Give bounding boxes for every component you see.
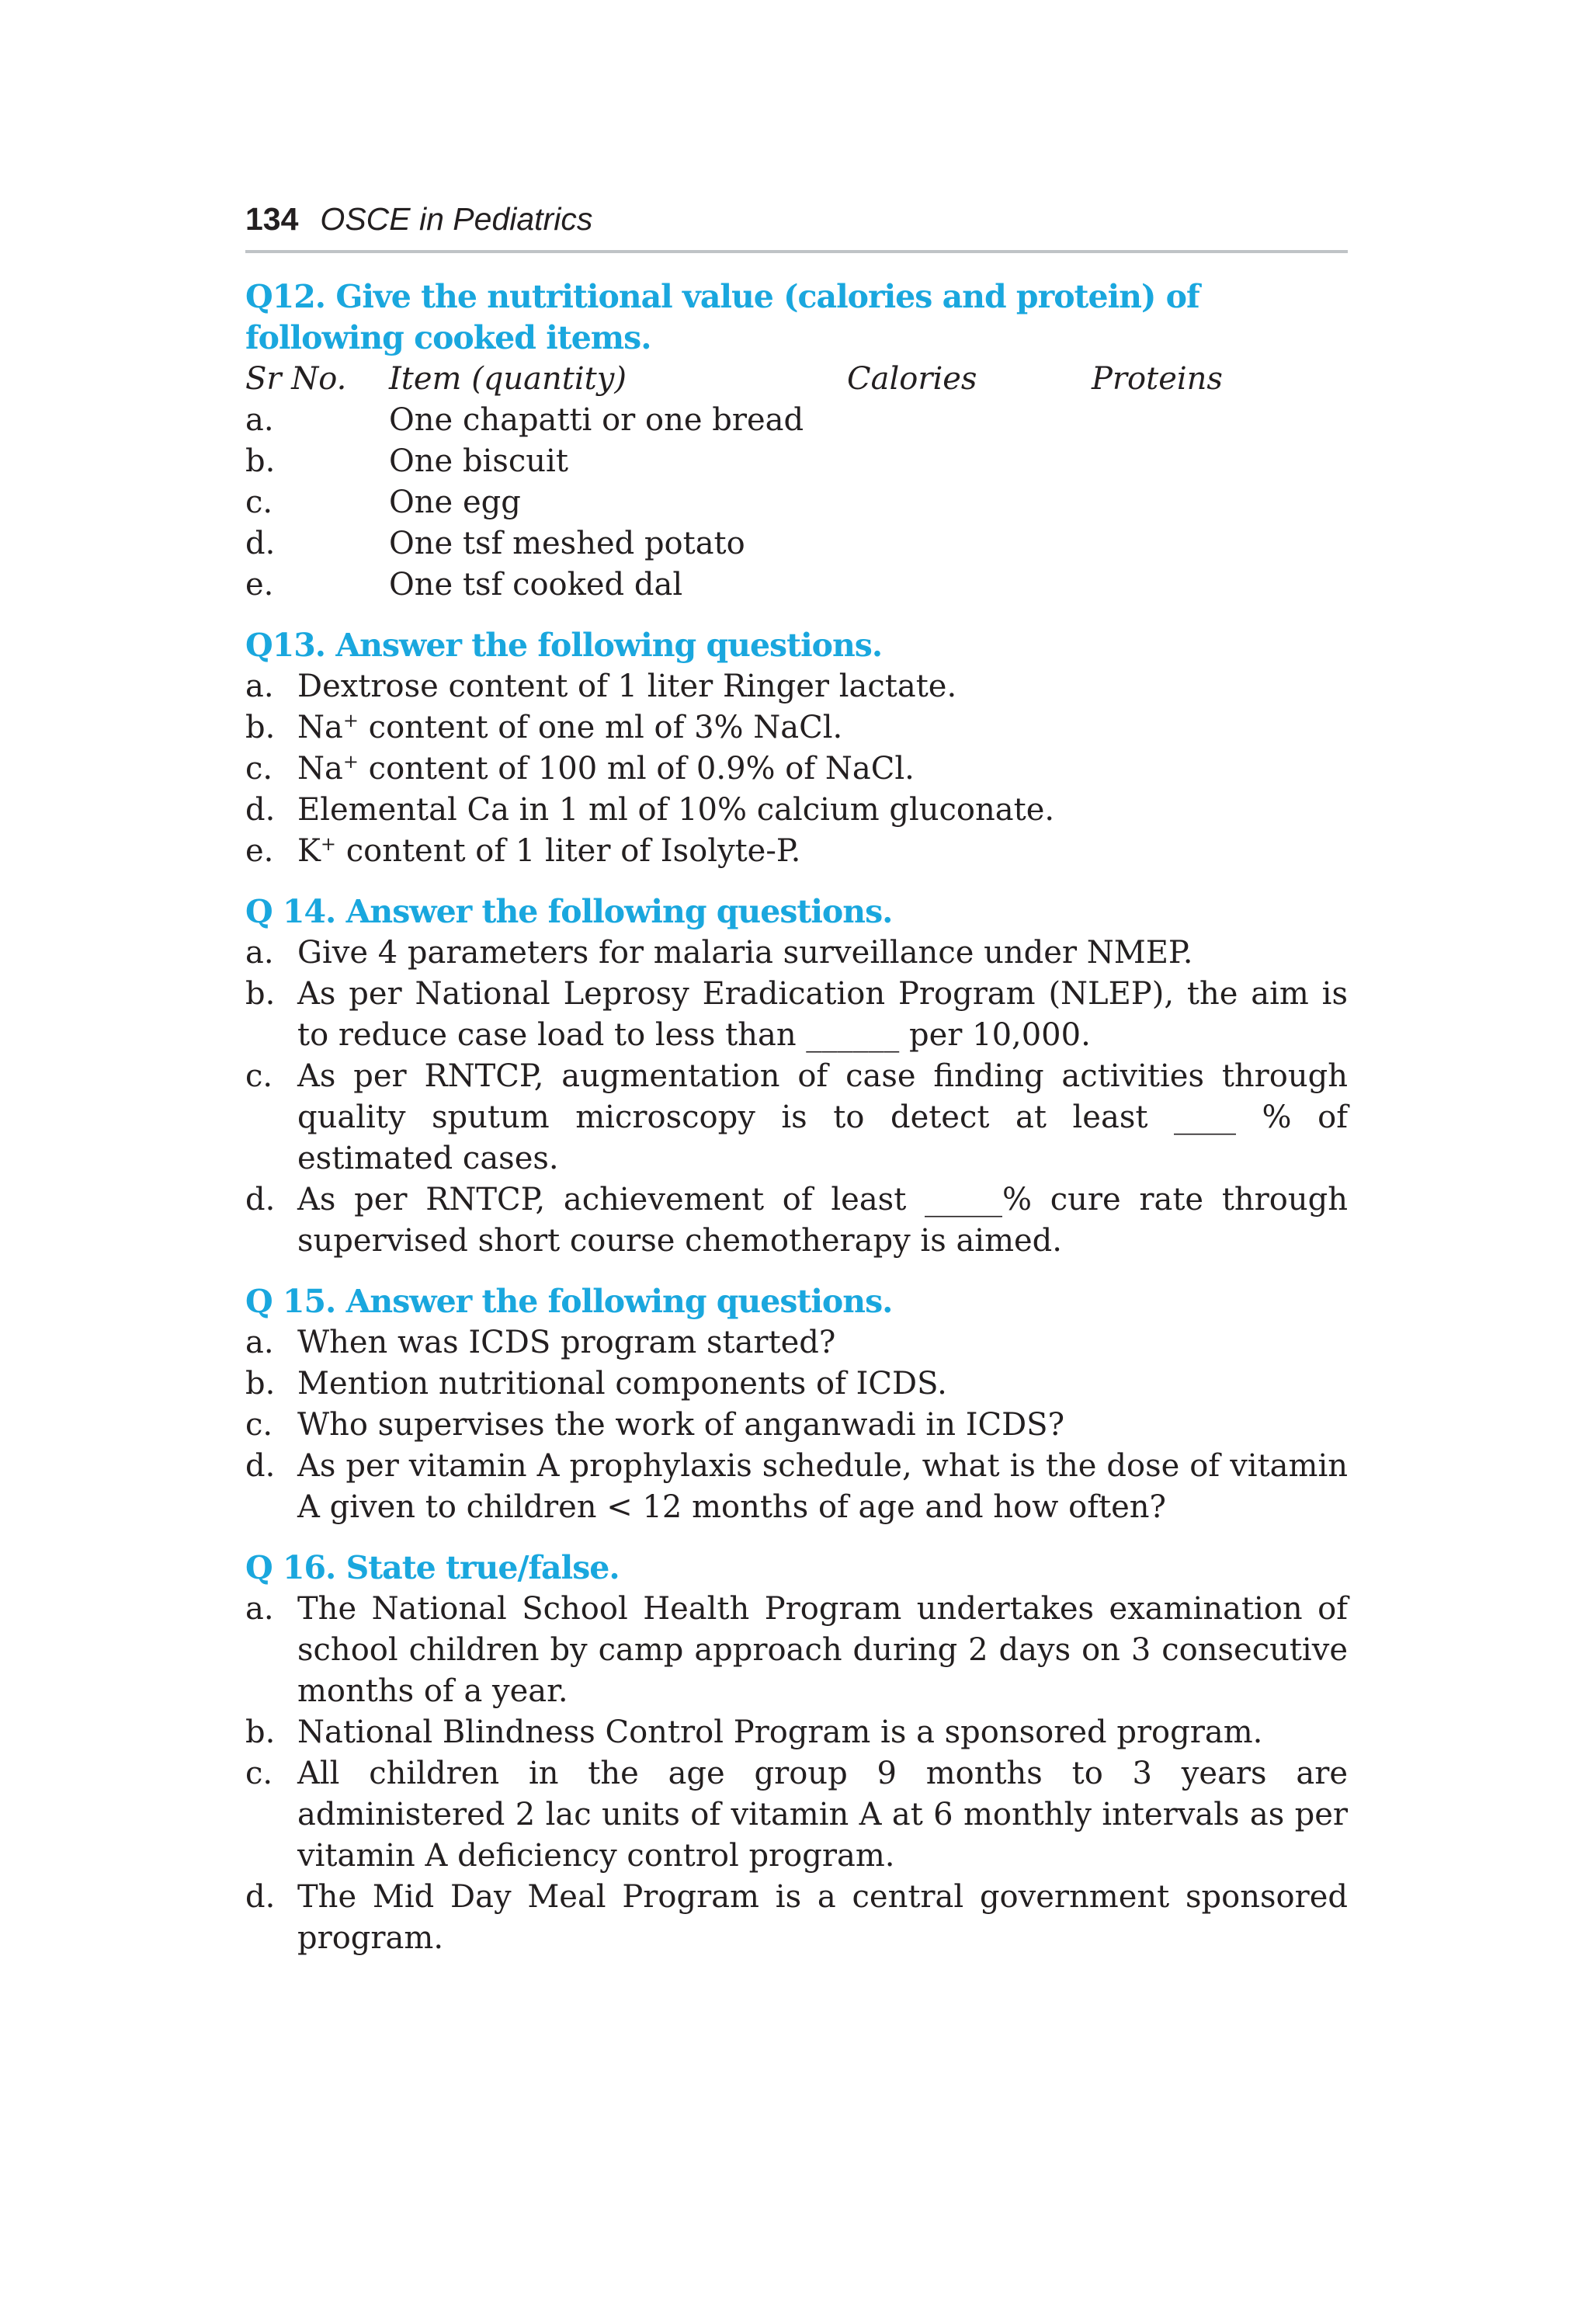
item-text: As per RNTCP, achievement of least _____% cure rate through supervised short course chemotherapy is aimed. [297,1182,1348,1259]
row-item: One biscuit [389,443,568,479]
question-title: Q 15. Answer the following questions. [245,1283,893,1320]
item-text: The National School Health Program undertakes examination of school children by camp approach during 2 days on 3 consecutive months of a year. [297,1591,1348,1709]
list-item [245,1056,1348,1179]
list-item [245,933,1348,974]
item-label: b. [245,1366,276,1402]
list-item [245,790,1348,831]
item-label: b. [245,710,276,745]
item-text: As per RNTCP, augmentation of case finding activities through quality sputum microscopy is to detect at least ____ % of estimated cases. [297,1058,1348,1176]
item-text: As per National Leprosy Eradication Program (NLEP), the aim is to reduce case load to less than ______ per 10,000. [297,976,1348,1053]
book-title: OSCE in Pediatrics [320,201,593,237]
row-label: d. [245,526,276,561]
item-text: Give 4 parameters for malaria surveillance under NMEP. [297,935,1193,971]
list-item [245,1179,1348,1262]
list-item [245,1446,1348,1528]
item-label: c. [245,751,273,787]
row-item: One chapatti or one bread [389,402,804,438]
list-item [245,1877,1348,1959]
question-14 [245,891,1348,1262]
item-label: d. [245,1448,276,1484]
table-row [245,482,1348,523]
item-text: All children in the age group 9 months to 3 years are administered 2 lac units of vitamin A at 6 monthly intervals as per vitamin A deficiency control program. [297,1756,1348,1874]
item-text: The Mid Day Meal Program is a central government sponsored program. [297,1879,1348,1956]
header-rule [245,250,1348,253]
table-row [245,400,1348,441]
list-item [245,831,1348,872]
column-header: Item (quantity) [389,361,627,397]
page-content [245,276,1348,1978]
list-item [245,974,1348,1056]
column-header: Calories [847,361,977,397]
question-title: Q13. Answer the following questions. [245,627,883,664]
list-item [245,1712,1348,1753]
row-label: c. [245,485,273,520]
item-label: a. [245,935,274,971]
row-label: a. [245,402,274,438]
question-15 [245,1281,1348,1528]
nutrition-table [245,359,1348,606]
item-text: When was ICDS program started? [297,1325,836,1360]
item-label: b. [245,1714,276,1750]
column-header: Proteins [1092,361,1223,397]
page-number: 134 [245,201,299,237]
item-label: c. [245,1407,273,1443]
list-item [245,1405,1348,1446]
question-12 [245,276,1348,606]
item-text: Na+ content of 100 ml of 0.9% of NaCl. [297,751,915,787]
table-row [245,564,1348,606]
table-row [245,523,1348,564]
item-label: a. [245,1591,274,1627]
item-text: Dextrose content of 1 liter Ringer lactate. [297,669,957,704]
item-label: c. [245,1058,273,1094]
table-header-row [245,359,1348,400]
list-item [245,749,1348,790]
row-item: One tsf meshed potato [389,526,745,561]
list-item [245,1363,1348,1405]
running-head [245,196,1348,242]
list-item [245,707,1348,749]
item-label: b. [245,976,276,1012]
question-title: Q12. Give the nutritional value (calories and protein) of following cooked items. [245,278,1199,356]
list-item [245,1589,1348,1712]
row-item: One egg [389,485,521,520]
item-text: Elemental Ca in 1 ml of 10% calcium gluconate. [297,792,1055,828]
item-label: d. [245,1879,276,1915]
item-text: Who supervises the work of anganwadi in ICDS? [297,1407,1065,1443]
item-label: a. [245,1325,274,1360]
item-label: d. [245,1182,276,1218]
list-item [245,666,1348,707]
row-label: e. [245,567,274,603]
item-label: e. [245,833,274,869]
item-label: c. [245,1756,273,1791]
list-item [245,1753,1348,1877]
question-title: Q 14. Answer the following questions. [245,893,893,930]
item-label: d. [245,792,276,828]
item-text: National Blindness Control Program is a sponsored program. [297,1714,1263,1750]
row-item: One tsf cooked dal [389,567,683,603]
item-text: As per vitamin A prophylaxis schedule, what is the dose of vitamin A given to children < 12 months of age and how often? [297,1448,1348,1525]
item-text: Mention nutritional components of ICDS. [297,1366,947,1402]
column-header: Sr No. [245,361,347,397]
item-label: a. [245,669,274,704]
list-item [245,1322,1348,1363]
item-text: Na+ content of one ml of 3% NaCl. [297,710,843,745]
row-label: b. [245,443,276,479]
item-text: K+ content of 1 liter of Isolyte-P. [297,833,801,869]
table-row [245,441,1348,482]
question-13 [245,625,1348,872]
question-16 [245,1548,1348,1959]
question-title: Q 16. State true/false. [245,1549,620,1586]
